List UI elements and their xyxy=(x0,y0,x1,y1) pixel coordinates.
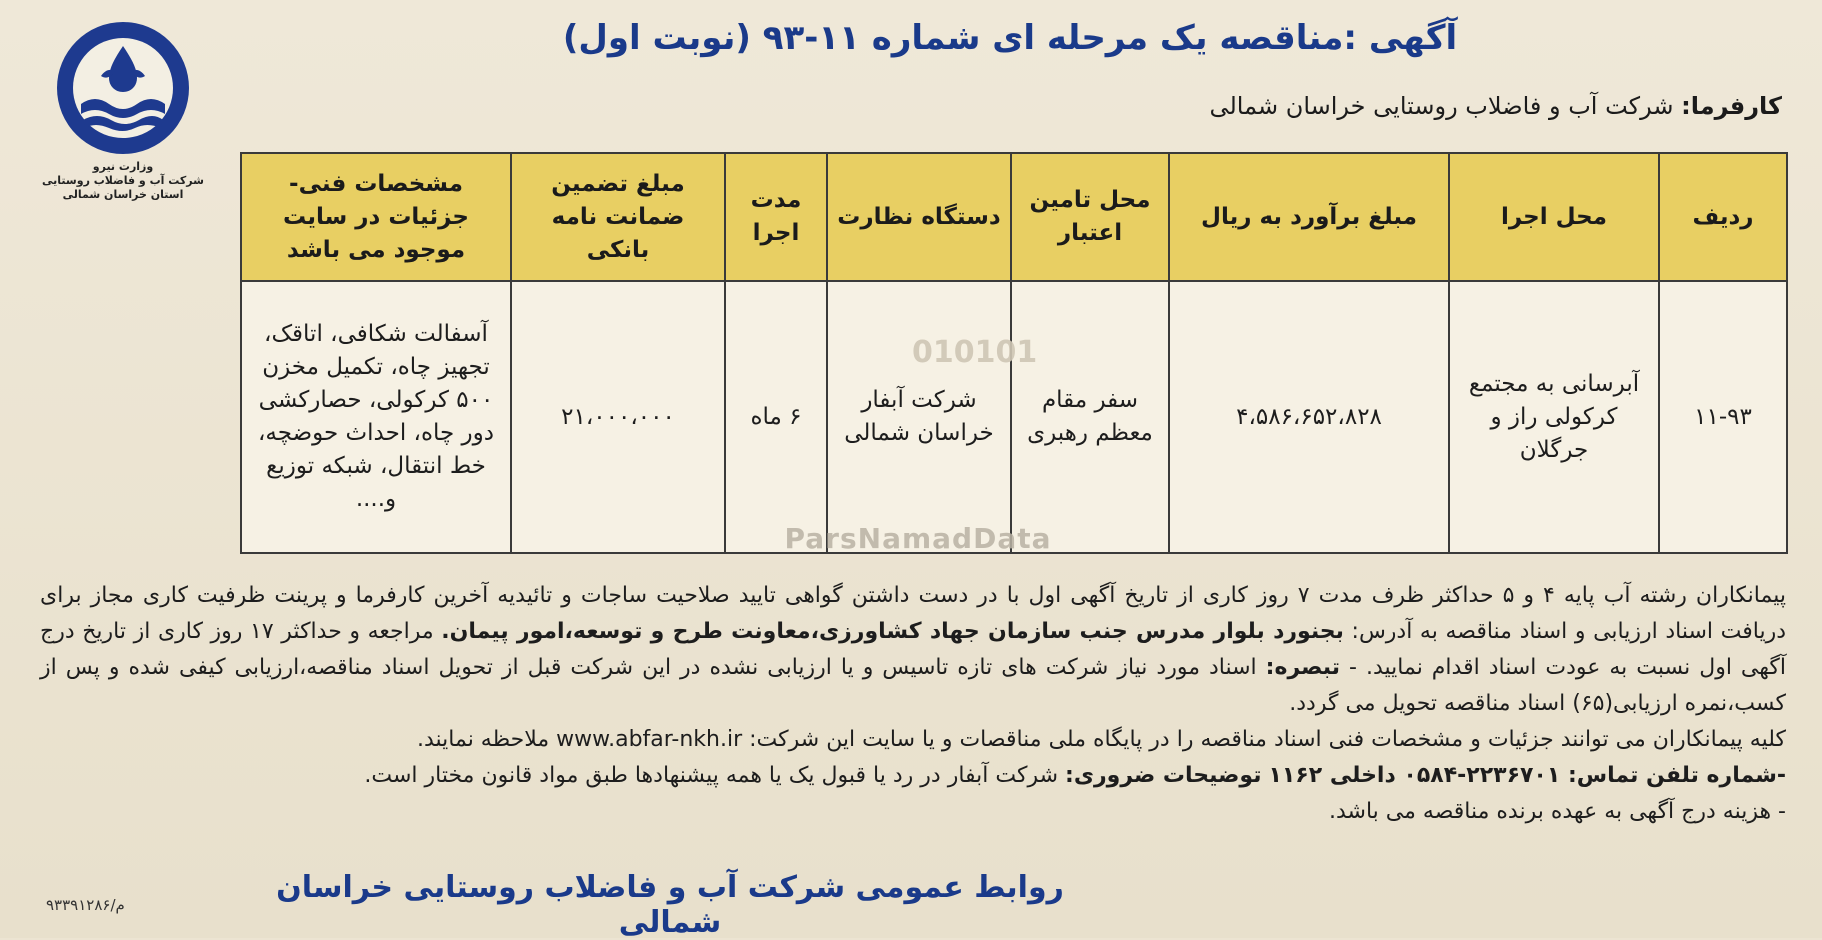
table-cell: شرکت آبفار خراسان شمالی xyxy=(827,281,1011,553)
reference-number: م/۹۳۳۹۱۲۸۶ xyxy=(46,896,125,914)
table-cell: آبرسانی به مجتمع کرکولی راز و جرگلان xyxy=(1449,281,1659,553)
table-cell: ۴،۵۸۶،۶۵۲،۸۲۸ xyxy=(1169,281,1449,553)
note-label: تبصره: xyxy=(1265,655,1341,680)
website-text: کلیه پیمانکاران می توانند جزئیات و مشخصات فنی اسناد مناقصه را در پایگاه ملی مناقصات و یا سایت این شرکت: www.abfar-nkh.ir ملاحظه نمایند. xyxy=(416,727,1786,752)
logo-caption-line: شرکت آب و فاضلاب روستایی xyxy=(42,174,204,187)
organization-logo xyxy=(38,18,208,208)
address-text: بجنورد بلوار مدرس جنب سازمان جهاد کشاورزی،معاونت طرح و توسعه،امور پیمان. xyxy=(441,619,1344,644)
table-cell: آسفالت شکافی، اتاقک، تجهیز چاه، تکمیل مخزن ۵۰۰ کرکولی، حصارکشی دور چاه، احداث حوضچه، خط انتقال، شبکه توزیع و.... xyxy=(241,281,511,553)
watermark-digits: 010101 xyxy=(912,335,1038,370)
footer-signature: روابط عمومی شرکت آب و فاضلاب روستایی خراسان شمالی xyxy=(276,870,1064,940)
logo-caption xyxy=(38,160,208,202)
body-paragraph xyxy=(40,722,1786,758)
body-paragraph xyxy=(40,758,1786,794)
table-row xyxy=(241,281,1787,553)
body-text-segment: مراجعه و حداکثر ۱۷ روز کاری از تاریخ درج آگهی اول نسبت به عودت اسناد اقدام نمایید. - xyxy=(40,619,1786,680)
logo-caption-line: استان خراسان شمالی xyxy=(62,188,184,201)
employer-line xyxy=(1209,92,1782,120)
page-title: آگهی :مناقصه یک مرحله ای شماره ۱۱-۹۳ (نوبت اول) xyxy=(562,18,1458,58)
table-header-cell: مبلغ تضمین ضمانت نامه بانکی xyxy=(511,153,725,281)
tender-table xyxy=(240,152,1788,554)
table-header-cell: دستگاه نظارت xyxy=(827,153,1011,281)
table-header-row xyxy=(241,153,1787,281)
cost-note-text: - هزینه درج آگهی به عهده برنده مناقصه می باشد. xyxy=(1328,799,1786,824)
watermark: ParsNamadData xyxy=(784,522,1052,555)
table-header-cell: ردیف xyxy=(1659,153,1787,281)
table-header-cell: مبلغ برآورد به ریال xyxy=(1169,153,1449,281)
table-cell: ۲۱،۰۰۰،۰۰۰ xyxy=(511,281,725,553)
body-paragraph xyxy=(40,578,1786,722)
table-header-cell: مدت اجرا xyxy=(725,153,827,281)
employer-value: شرکت آب و فاضلاب روستایی خراسان شمالی xyxy=(1209,92,1674,120)
table-cell: سفر مقام معظم رهبری xyxy=(1011,281,1169,553)
notes-text: شرکت آبفار در رد یا قبول یک یا همه پیشنهادها طبق مواد قانون مختار است. xyxy=(364,763,1059,788)
employer-label: کارفرما: xyxy=(1681,92,1782,120)
table-header-cell: محل اجرا xyxy=(1449,153,1659,281)
table-header-cell: مشخصات فنی- جزئیات در سایت موجود می باشد xyxy=(241,153,511,281)
notes-label: توضیحات ضروری: xyxy=(1065,763,1262,788)
table-header-cell: محل تامین اعتبار xyxy=(1011,153,1169,281)
announcement-body xyxy=(40,578,1786,830)
water-company-logo-icon xyxy=(53,18,193,158)
note-text: اسناد مورد نیاز شرکت های تازه تاسیس و یا ارزیابی نشده در این شرکت قبل از تحویل اسناد مناقصه،ارزیابی کیفی شده و پس از کسب،نمره ارزیابی(۶۵) اسناد مناقصه تحویل می گردد. xyxy=(40,655,1786,716)
phone-text: -شماره تلفن تماس: ۲۲۳۶۷۰۱-۰۵۸۴ داخلی ۱۱۶۲ xyxy=(1268,763,1786,788)
table-cell: ۶ ماه xyxy=(725,281,827,553)
table-cell: ۱۱-۹۳ xyxy=(1659,281,1787,553)
body-paragraph xyxy=(40,794,1786,830)
body-text-segment: پیمانکاران رشته آب پایه ۴ و ۵ حداکثر ظرف مدت ۷ روز کاری از تاریخ آگهی اول با در دست داشتن گواهی تایید صلاحیت ساجات و تائیدیه آخرین کارفرما و پرینت ظرفیت کاری مجاز برای دریافت اسناد ارزیابی و اسناد مناقصه به آدرس: xyxy=(40,583,1786,644)
logo-caption-line: وزارت نیرو xyxy=(92,160,154,173)
